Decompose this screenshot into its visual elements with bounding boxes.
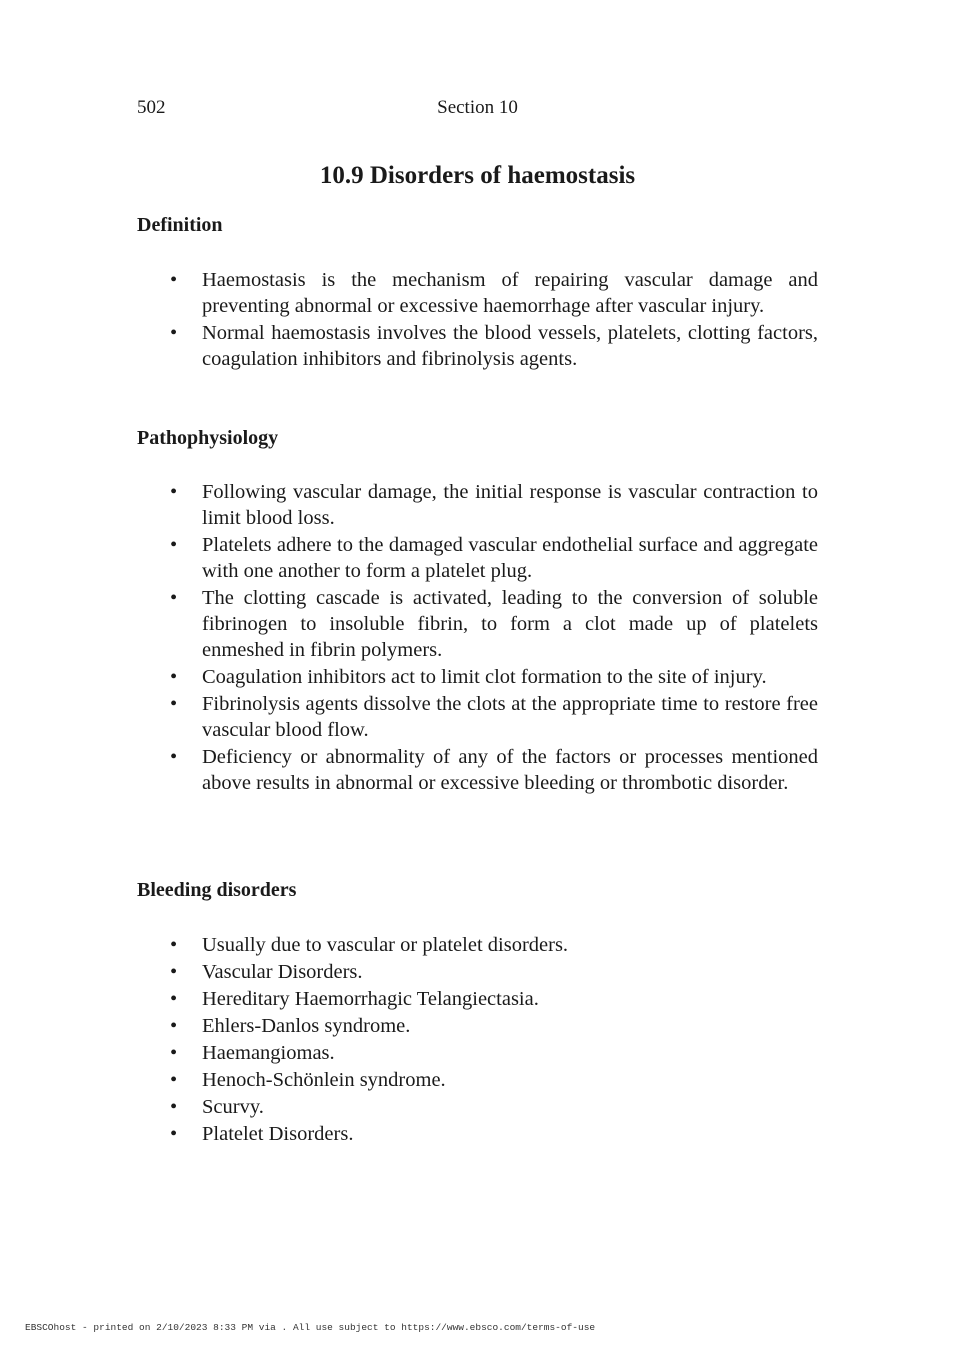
running-head bbox=[137, 97, 818, 121]
bullet-icon: • bbox=[170, 1096, 178, 1118]
definition-list bbox=[137, 267, 818, 373]
list-item: • Normal haemostasis involves the blood vessels, platelets, clotting factors, coagulation inhibitors and fibrinolysis agents. bbox=[170, 322, 818, 370]
bullet-icon: • bbox=[170, 1042, 178, 1064]
list-item: • Coagulation inhibitors act to limit clot formation to the site of injury. bbox=[170, 666, 767, 688]
bullet-icon: • bbox=[170, 269, 178, 291]
list-item: • Following vascular damage, the initial response is vascular contraction to limit blood loss. bbox=[170, 481, 818, 529]
chapter-title: 10.9 Disorders of haemostasis bbox=[319, 162, 636, 189]
list-item: • The clotting cascade is activated, leading to the conversion of soluble fibrinogen to insoluble fibrin, to form a clot made up of platelets enmeshed in fibrin polymers. bbox=[170, 587, 818, 661]
bullet-icon: • bbox=[170, 481, 178, 503]
list-item: • Scurvy. bbox=[170, 1096, 264, 1118]
list-item: • Henoch-Schönlein syndrome. bbox=[170, 1069, 446, 1091]
section-heading-pathophysiology: Pathophysiology bbox=[137, 427, 279, 449]
list-item: • Fibrinolysis agents dissolve the clots at the appropriate time to restore free vascular blood flow. bbox=[170, 693, 818, 741]
bullet-icon: • bbox=[170, 1015, 178, 1037]
section-label: Section 10 bbox=[437, 97, 518, 118]
list-item: • Vascular Disorders. bbox=[170, 961, 363, 983]
bleeding-disorders-list bbox=[137, 932, 818, 1148]
bullet-icon: • bbox=[170, 693, 178, 715]
list-item: • Platelet Disorders. bbox=[170, 1123, 354, 1145]
bullet-icon: • bbox=[170, 1123, 178, 1145]
list-item: • Haemangiomas. bbox=[170, 1042, 335, 1064]
print-footer: EBSCOhost - printed on 2/10/2023 8:33 PM via . All use subject to https://www.ebsco.com/terms-of-use bbox=[25, 1322, 596, 1333]
bullet-icon: • bbox=[170, 587, 178, 609]
pathophysiology-list bbox=[137, 479, 818, 797]
bullet-icon: • bbox=[170, 934, 178, 956]
bullet-icon: • bbox=[170, 746, 178, 768]
section-heading-definition: Definition bbox=[137, 214, 223, 236]
list-item: • Platelets adhere to the damaged vascular endothelial surface and aggregate with one another to form a platelet plug. bbox=[170, 534, 818, 582]
list-item: • Deficiency or abnormality of any of the factors or processes mentioned above results in abnormal or excessive bleeding or thrombotic disorder. bbox=[170, 746, 818, 794]
list-item: • Hereditary Haemorrhagic Telangiectasia. bbox=[170, 988, 539, 1010]
list-item: • Haemostasis is the mechanism of repairing vascular damage and preventing abnormal or excessive haemorrhage after vascular injury. bbox=[170, 269, 818, 317]
bullet-icon: • bbox=[170, 534, 178, 556]
bullet-icon: • bbox=[170, 961, 178, 983]
bullet-icon: • bbox=[170, 1069, 178, 1091]
bullet-icon: • bbox=[170, 988, 178, 1010]
list-item: • Ehlers-Danlos syndrome. bbox=[170, 1015, 411, 1037]
bullet-icon: • bbox=[170, 322, 178, 344]
list-item: • Usually due to vascular or platelet disorders. bbox=[170, 934, 569, 956]
page-number: 502 bbox=[137, 97, 166, 118]
section-heading-bleeding-disorders: Bleeding disorders bbox=[137, 879, 297, 901]
bullet-icon: • bbox=[170, 666, 178, 688]
